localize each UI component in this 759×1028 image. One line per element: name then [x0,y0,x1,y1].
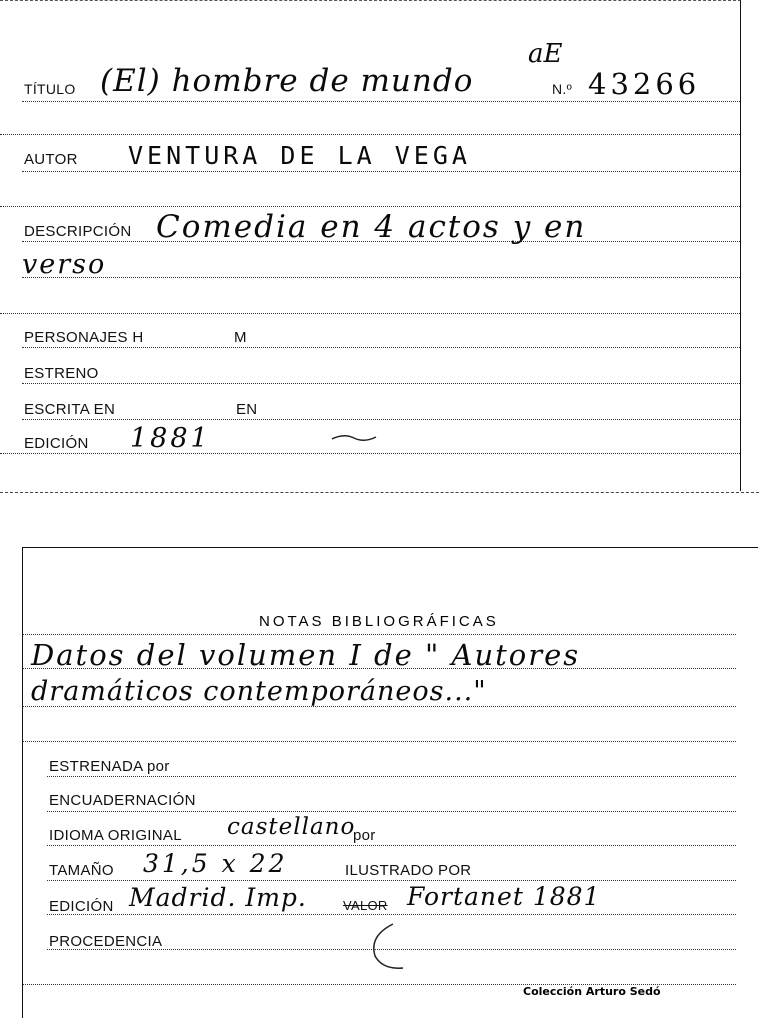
autor-label: AUTOR [24,151,78,168]
idioma-por-label: por [353,827,376,844]
card-separator [0,492,759,493]
edicion2-value-a: Madrid. Imp. [129,883,307,912]
valor-struck-label: VALOR [343,898,388,913]
ruled-line [22,383,740,384]
ruled-line [47,845,736,846]
descripcion-label: DESCRIPCIÓN [24,223,132,240]
ruled-line [0,206,740,207]
ruled-line [23,741,736,742]
ruled-line [0,313,740,314]
ruled-line [47,811,736,812]
ruled-line [22,347,740,348]
ruled-line [47,914,736,915]
descripcion-value-line2: verso [22,249,107,280]
estreno-label: ESTRENO [24,365,99,382]
collection-footer: Colección Arturo Sedó [523,985,661,998]
ruled-line [0,134,740,135]
autor-value: VENTURA DE LA VEGA [128,141,471,170]
edicion-value: 1881 [130,423,211,454]
numero-value: 43266 [588,67,701,101]
edicion2-value-b: Fortanet 1881 [407,882,601,911]
escrita-label: ESCRITA EN [24,401,116,418]
ruled-line [22,171,740,172]
edicion2-label: EDICIÓN [49,898,114,915]
personajes-m-label: M [234,329,247,346]
ilustrado-label: ILUSTRADO POR [345,862,472,879]
numero-label: N.º [552,81,573,97]
titulo-label: TÍTULO [24,81,76,97]
ruled-line [47,880,736,881]
ruled-line [47,776,736,777]
ruled-line [22,101,740,102]
edicion-label: EDICIÓN [24,435,89,452]
catalog-card-front [0,0,741,491]
pen-mark [330,429,380,445]
procedencia-label: PROCEDENCIA [49,933,163,950]
tamano-label: TAMAÑO [49,862,114,879]
tamano-value: 31,5 x 22 [143,849,288,878]
escrita-en-label: EN [236,401,258,418]
descripcion-value-line1: Comedia en 4 actos y en [156,209,587,245]
ruled-line [22,419,740,420]
titulo-value: (El) hombre de mundo [100,63,474,99]
notes-line2: dramáticos contemporáneos..." [31,676,487,707]
ruled-line [0,453,740,454]
ruled-line [23,634,736,635]
idioma-value: castellano [227,814,356,840]
notas-heading: NOTAS BIBLIOGRÁFICAS [259,613,499,630]
catalog-card-back [22,547,758,1018]
pen-mark [363,918,423,978]
personajes-label: PERSONAJES H [24,329,144,346]
numero-prefix: aE [528,39,563,69]
estrenada-label: ESTRENADA por [49,758,170,775]
encuadernacion-label: ENCUADERNACIÓN [49,792,196,809]
notes-line1: Datos del volumen I de " Autores [31,638,581,672]
idioma-label: IDIOMA ORIGINAL [49,827,182,844]
ruled-line [22,277,740,278]
